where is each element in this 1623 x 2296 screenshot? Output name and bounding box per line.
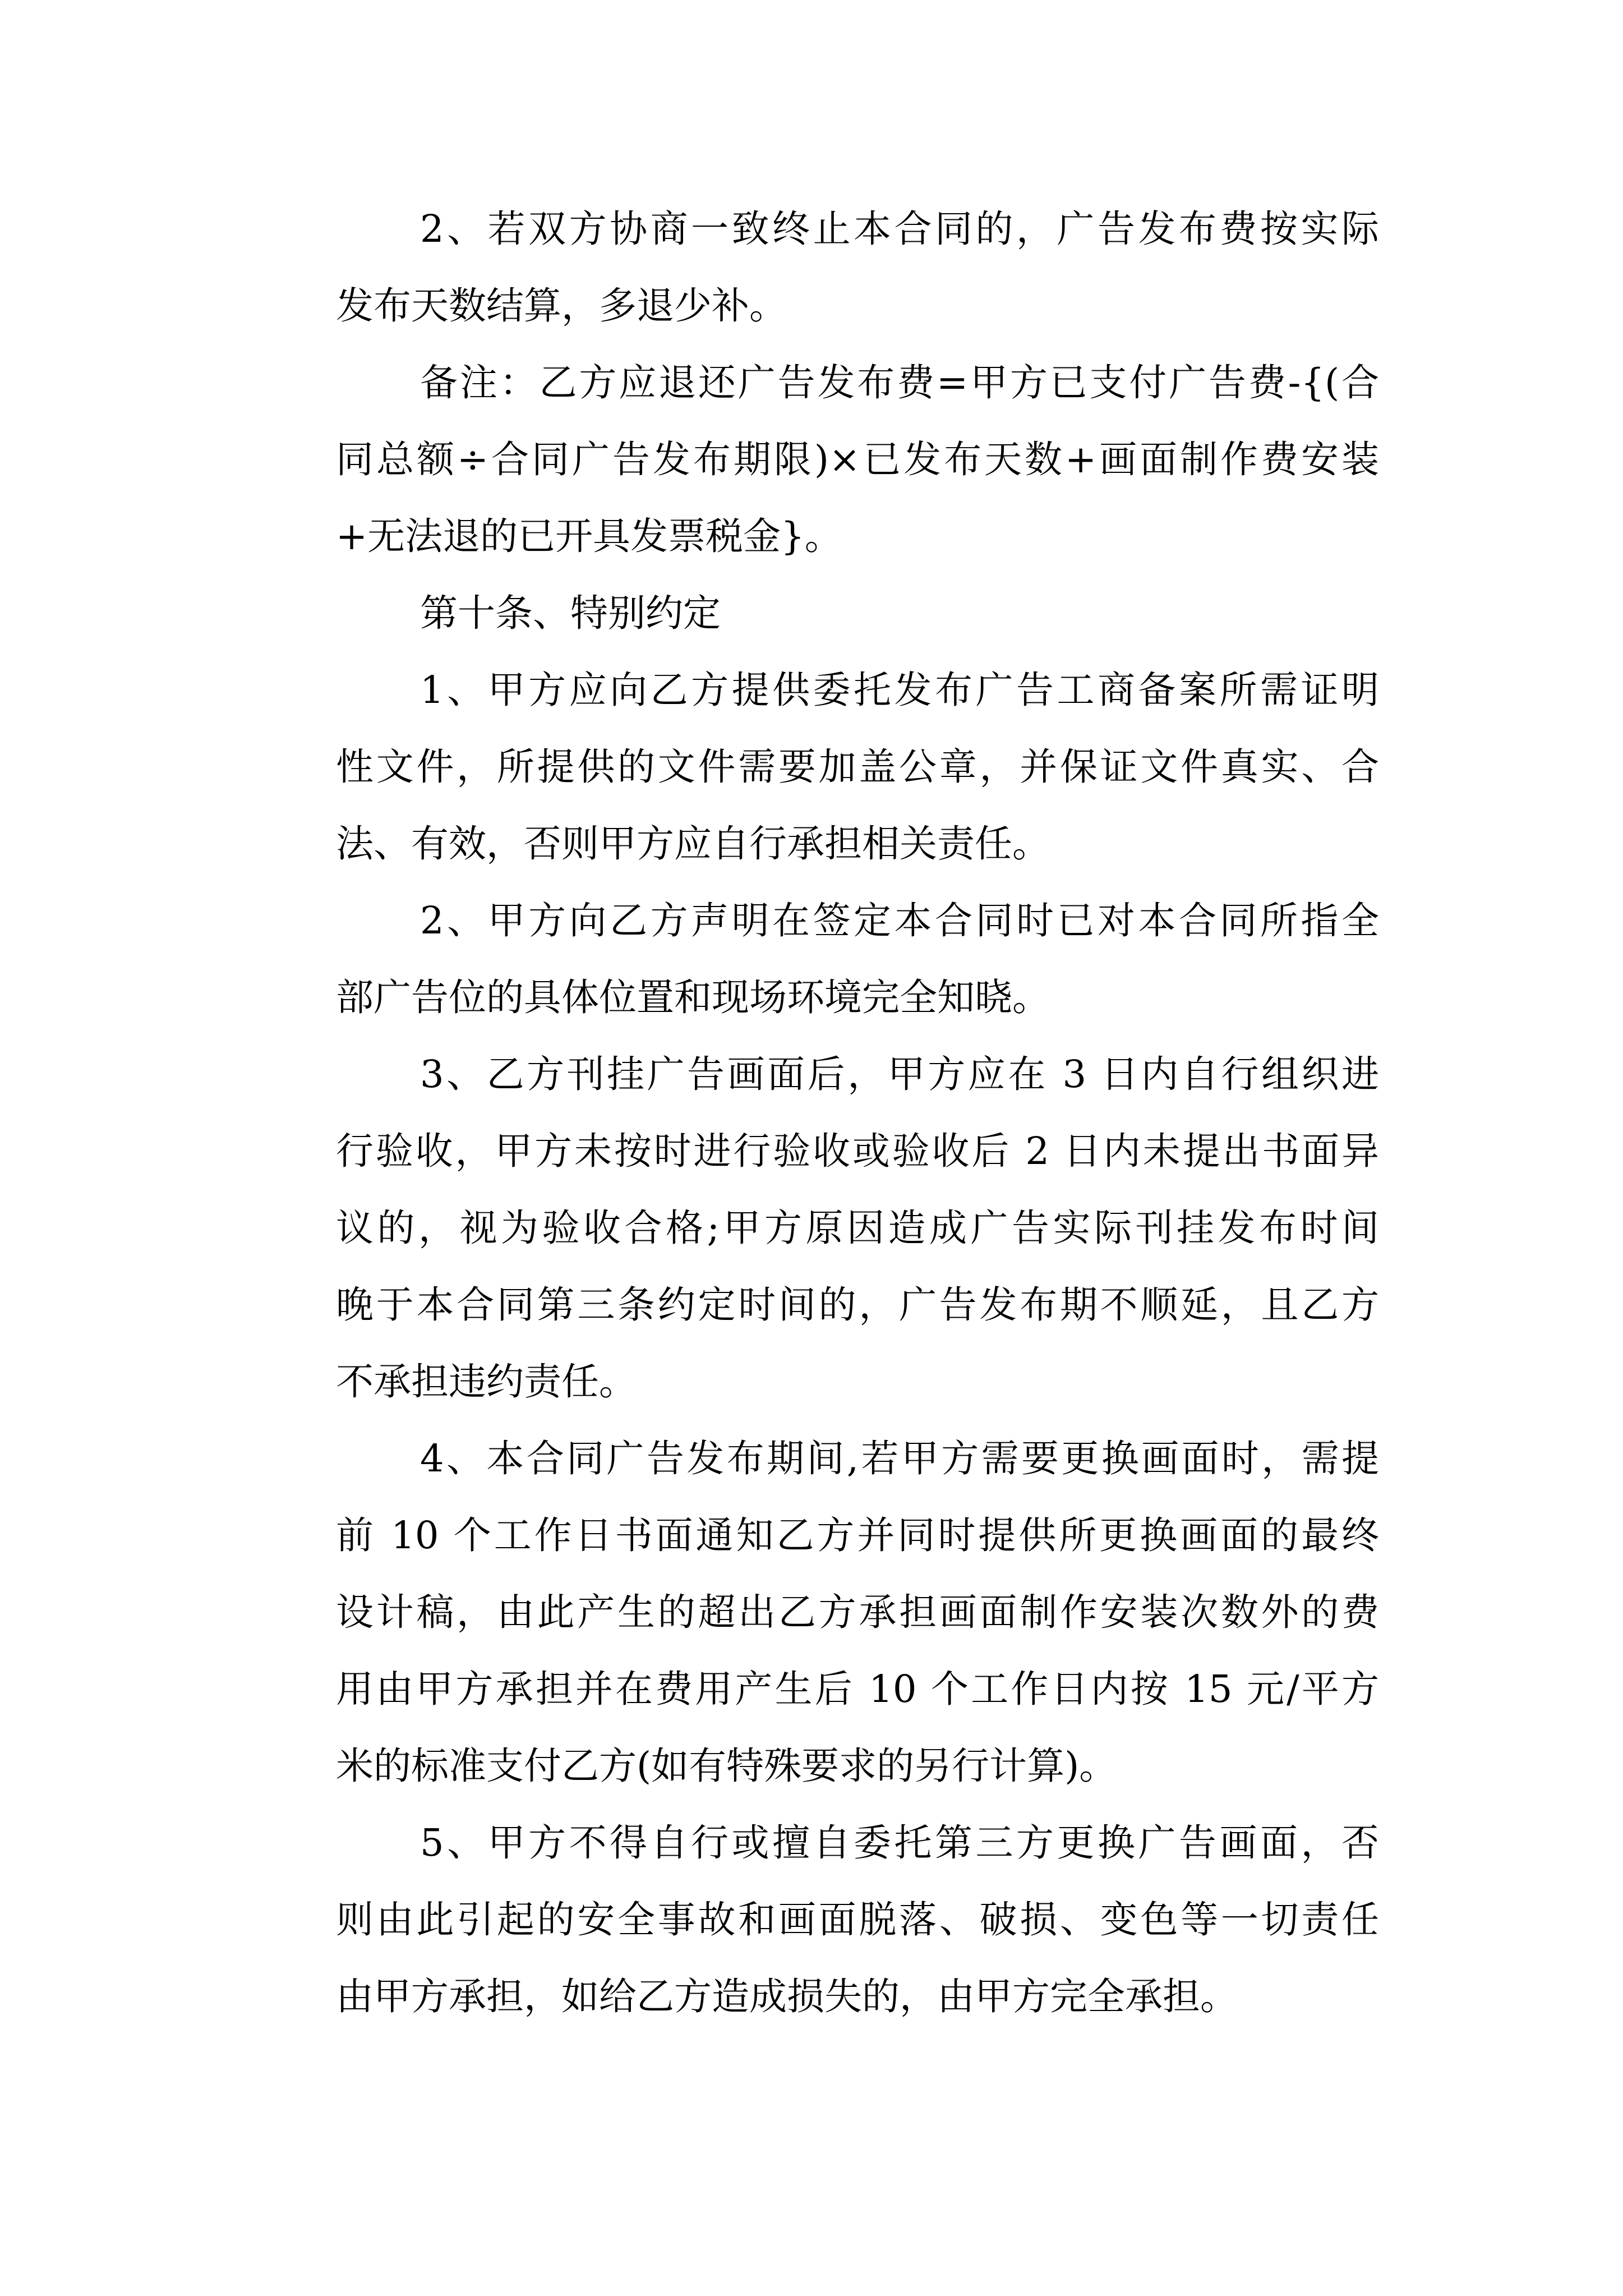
text-line: 部广告位的具体位置和现场环境完全知晓。 (336, 976, 1050, 1019)
text-line: 行验收，甲方未按时进行验收或验收后 2 日内未提出书面异 (336, 1129, 1379, 1173)
paragraph-refund-note (252, 344, 1379, 575)
text-line: 米的标准支付乙方(如有特殊要求的另行计算)。 (336, 1744, 1117, 1788)
text-line: 晚于本合同第三条约定时间的，广告发布期不顺延，且乙方 (336, 1283, 1379, 1327)
paragraph-clause-5 (252, 1805, 1379, 2035)
text-line: 5、甲方不得自行或擅自委托第三方更换广告画面，否 (420, 1821, 1379, 1865)
paragraph-clause-3 (252, 1036, 1379, 1420)
text-line: +无法退的已开具发票税金}。 (336, 514, 842, 558)
paragraph-clause-2 (252, 882, 1379, 1036)
text-line: 1、甲方应向乙方提供委托发布广告工商备案所需证明 (420, 668, 1379, 712)
section-heading-article-10 (252, 575, 1379, 652)
text-line: 不承担违约责任。 (336, 1360, 637, 1404)
paragraph-clause-1 (252, 652, 1379, 882)
text-line: 发布天数结算，多退少补。 (336, 284, 787, 328)
text-line: 备注：乙方应退还广告发布费=甲方已支付广告费-{(合 (420, 361, 1379, 404)
text-line: 法、有效，否则甲方应自行承担相关责任。 (336, 822, 1050, 866)
text-line: 前 10 个工作日书面通知乙方并同时提供所更换画面的最终 (336, 1513, 1379, 1557)
text-line: 性文件，所提供的文件需要加盖公章，并保证文件真实、合 (336, 745, 1379, 789)
paragraph-termination-settlement (252, 191, 1379, 344)
document-body (252, 191, 1379, 2035)
text-line: 设计稿，由此产生的超出乙方承担画面制作安装次数外的费 (336, 1590, 1379, 1634)
text-line: 2、若双方协商一致终止本合同的，广告发布费按实际 (420, 207, 1379, 251)
section-heading-text: 第十条、特别约定 (420, 591, 721, 635)
text-line: 2、甲方向乙方声明在签定本合同时已对本合同所指全 (420, 899, 1379, 942)
text-line: 同总额÷合同广告发布期限)×已发布天数+画面制作费安装 (336, 438, 1379, 481)
text-line: 用由甲方承担并在费用产生后 10 个工作日内按 15 元/平方 (336, 1667, 1379, 1711)
text-line: 议的，视为验收合格;甲方原因造成广告实际刊挂发布时间 (336, 1206, 1379, 1250)
text-line: 3、乙方刊挂广告画面后，甲方应在 3 日内自行组织进 (420, 1052, 1379, 1096)
text-line: 由甲方承担，如给乙方造成损失的，由甲方完全承担。 (336, 1975, 1238, 2018)
text-line: 4、本合同广告发布期间,若甲方需要更换画面时，需提 (420, 1437, 1379, 1480)
paragraph-clause-4 (252, 1420, 1379, 1805)
text-line: 则由此引起的安全事故和画面脱落、破损、变色等一切责任 (336, 1898, 1379, 1941)
